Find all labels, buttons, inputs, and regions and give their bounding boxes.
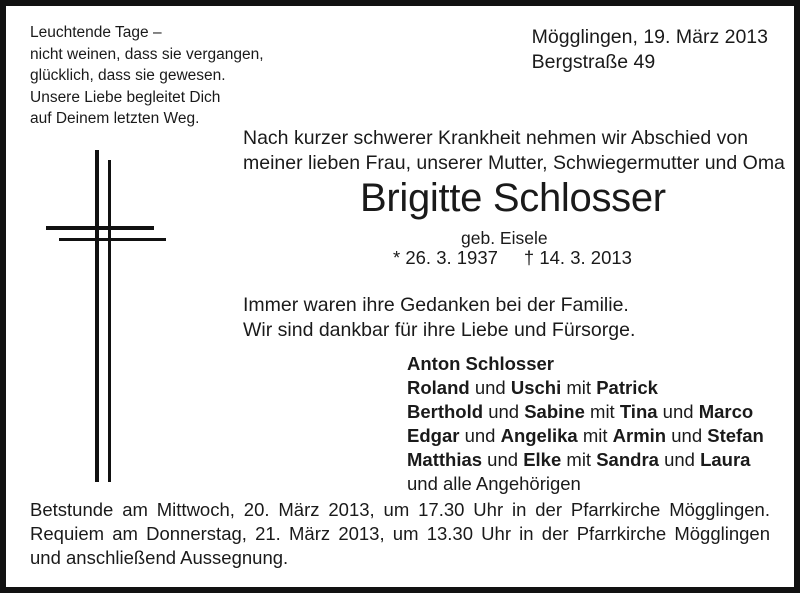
- service-info: [30, 498, 770, 570]
- maiden-name: geb. Eisele: [461, 228, 548, 248]
- mourner-line: [407, 472, 764, 496]
- mourner-name: Anton Schlosser: [407, 353, 554, 374]
- mourner-line: [407, 400, 764, 424]
- connector-text: und: [657, 401, 699, 422]
- mourner-name: Edgar: [407, 425, 460, 446]
- connector-text: mit: [584, 401, 620, 422]
- connector-text: und: [658, 449, 701, 470]
- deceased-name: Brigitte Schlosser: [360, 176, 666, 220]
- connector-text: und: [459, 425, 501, 446]
- life-dates: [393, 246, 632, 270]
- connector-text: mit: [561, 377, 597, 398]
- mourner-name: Matthias: [407, 449, 483, 470]
- mourner-name: Sabine: [524, 401, 585, 422]
- thanks-line: Immer waren ihre Gedanken bei der Familie.: [243, 294, 629, 316]
- service-line: Requiem am Donnerstag, 21. März 2013, um 13.30 Uhr in der Pfarrkirche Mögglingen: [30, 523, 770, 544]
- poem-line: glücklich, dass sie gewesen.: [30, 67, 226, 84]
- mourner-name: Armin: [612, 425, 667, 446]
- poem-line: auf Deinem letzten Weg.: [30, 110, 200, 127]
- connector-text: und: [483, 401, 525, 422]
- mourner-name: Stefan: [707, 425, 764, 446]
- intro-text: [243, 126, 785, 176]
- intro-line: Nach kurzer schwerer Krankheit nehmen wir Abschied von: [243, 127, 749, 149]
- connector-text: und alle Angehörigen: [407, 473, 581, 494]
- connector-text: und: [469, 377, 511, 398]
- connector-text: und: [666, 425, 708, 446]
- service-line: und anschließend Aussegnung.: [30, 547, 289, 568]
- mourner-name: Berthold: [407, 401, 484, 422]
- poem-line: Leuchtende Tage –: [30, 24, 162, 41]
- address-line: Bergstraße 49: [531, 51, 656, 73]
- mourner-name: Elke: [523, 449, 562, 470]
- mourner-line: [407, 448, 764, 472]
- mourner-line: [407, 424, 764, 448]
- connector-text: und: [482, 449, 524, 470]
- poem-line: nicht weinen, dass sie vergangen,: [30, 45, 264, 63]
- death-date: † 14. 3. 2013: [523, 247, 632, 268]
- mourner-line: [407, 376, 764, 400]
- mourner-name: Patrick: [596, 377, 658, 398]
- mourner-name: Marco: [698, 401, 754, 422]
- mourners-list: [407, 352, 764, 496]
- mourner-name: Tina: [619, 401, 658, 422]
- service-line: Betstunde am Mittwoch, 20. März 2013, um 17.30 Uhr in der Pfarrkirche Mögglingen.: [30, 499, 770, 520]
- mourner-name: Uschi: [510, 377, 562, 398]
- thanks-text: [243, 293, 635, 343]
- poem-line: Unsere Liebe begleitet Dich: [30, 88, 221, 106]
- mourner-name: Roland: [407, 377, 470, 398]
- mourner-line: [407, 352, 764, 376]
- thanks-line: Wir sind dankbar für ihre Liebe und Fürsorge.: [243, 319, 636, 341]
- intro-line: meiner lieben Frau, unserer Mutter, Schwiegermutter und Oma: [243, 152, 785, 174]
- connector-text: mit: [577, 425, 613, 446]
- mourner-name: Sandra: [596, 449, 659, 470]
- connector-text: mit: [561, 449, 597, 470]
- place-date-line: Mögglingen, 19. März 2013: [531, 26, 768, 48]
- mourner-name: Angelika: [500, 425, 578, 446]
- birth-date: * 26. 3. 1937: [393, 247, 498, 268]
- mourner-name: Laura: [700, 449, 751, 470]
